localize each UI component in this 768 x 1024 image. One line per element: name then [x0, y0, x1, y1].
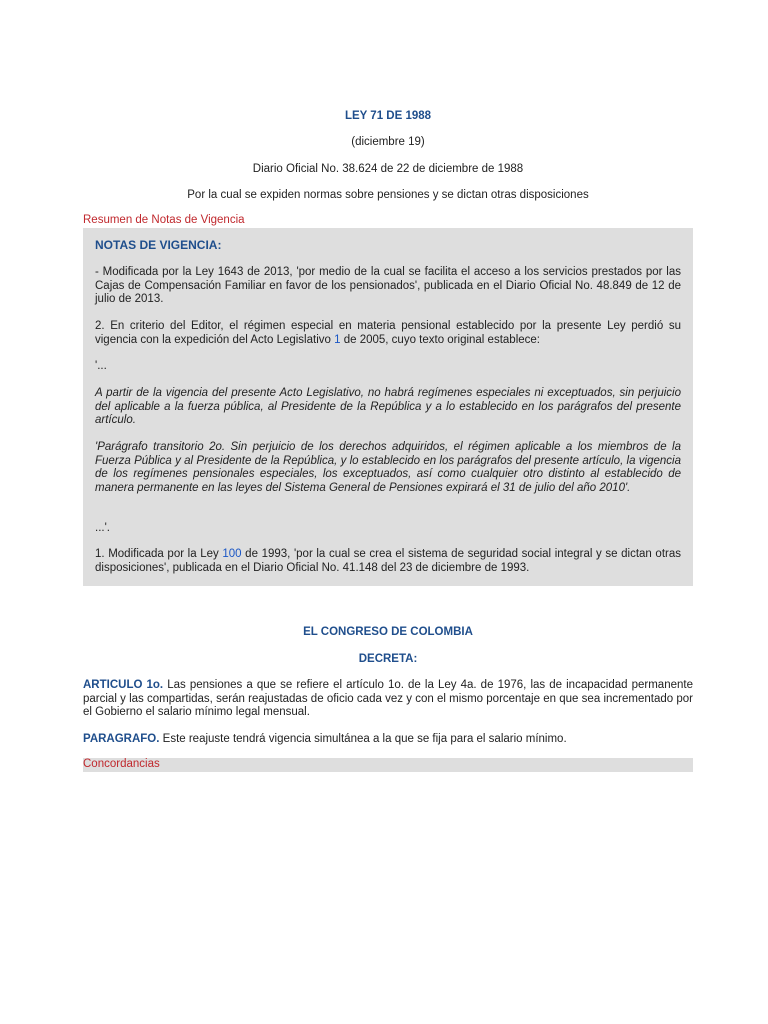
paragrafo [83, 733, 693, 747]
law-subject: Por la cual se expiden normas sobre pensiones y se dictan otras disposiciones [187, 189, 589, 201]
acto-legislativo-link[interactable]: 1 [334, 333, 341, 346]
quote-paragraph: A partir de la vigencia del presente Acto Legislativo, no habrá regímenes especiales ni exceptuados, sin perjuicio del aplicable a la fuerza pública, al Presidente de la República y a lo establecido en los parágrafos del presente artículo. [95, 387, 681, 427]
quote-open: '... [95, 360, 107, 372]
note-text: 1. Modificada por la Ley [95, 548, 223, 560]
article-1 [83, 679, 693, 720]
note-paragraph [95, 548, 681, 575]
notes-panel [83, 228, 693, 586]
decreta-heading: DECRETA: [358, 653, 418, 665]
congress-heading: EL CONGRESO DE COLOMBIA [303, 626, 473, 638]
note-text: 2. En criterio del Editor, el régimen especial en materia pensional establecido por la presente Ley perdió su vigencia con la expedición del Acto Legislativo [95, 320, 681, 346]
quote-paragraph: 'Parágrafo transitorio 2o. Sin perjuicio de los derechos adquiridos, el régimen aplicable a los miembros de la Fuerza Pública y al Presidente de la República, y lo establecido en los parágrafos del presente artículo, la vigencia de los regímenes pensionales especiales, los exceptuados, así como cualquier otro distinto al establecido de manera permanente en las leyes del Sistema General de Pensiones expirará el 31 de julio del año 2010'. [95, 441, 681, 494]
concordancias-toggle[interactable]: Concordancias [83, 758, 160, 770]
article-1-label: ARTICULO 1o. [83, 679, 164, 691]
gazette-reference: Diario Oficial No. 38.624 de 22 de diciembre de 1988 [252, 163, 524, 175]
note-paragraph [95, 320, 681, 347]
article-1-text: Las pensiones a que se refiere el artículo 1o. de la Ley 4a. de 1976, las de incapacidad permanente parcial y las compartidas, serán reajustadas de oficio cada vez y con el mismo porcentaje en que sea incrementado por el Gobierno el salario mínimo legal mensual. [83, 679, 693, 719]
notes-summary-toggle[interactable]: Resumen de Notas de Vigencia [83, 214, 245, 226]
note-paragraph: - Modificada por la Ley 1643 de 2013, 'por medio de la cual se facilita el acceso a los servicios prestados por las Cajas de Compensación Familiar en favor de los pensionados', publicada en el Diario Oficial No. 48.849 de 12 de julio de 2013. [95, 266, 681, 306]
law-title: LEY 71 DE 1988 [344, 110, 432, 122]
quote-close: ...'. [95, 522, 110, 534]
ley-100-link[interactable]: 100 [222, 548, 242, 560]
notes-heading: NOTAS DE VIGENCIA: [95, 238, 222, 252]
concordancias-bar[interactable] [83, 758, 693, 772]
note-text: de 2005, cuyo texto original establece: [340, 333, 540, 346]
paragrafo-label: PARAGRAFO. [83, 733, 160, 745]
note-text: de 1993, 'por la cual se crea el sistema de seguridad social integral y se dictan otras disposiciones', publicada en el Diario Oficial No. 41.148 del 23 de diciembre de 1993. [95, 548, 681, 574]
law-date: (diciembre 19) [351, 136, 425, 148]
paragrafo-text: Este reajuste tendrá vigencia simultánea a la que se fija para el salario mínimo. [159, 733, 567, 745]
